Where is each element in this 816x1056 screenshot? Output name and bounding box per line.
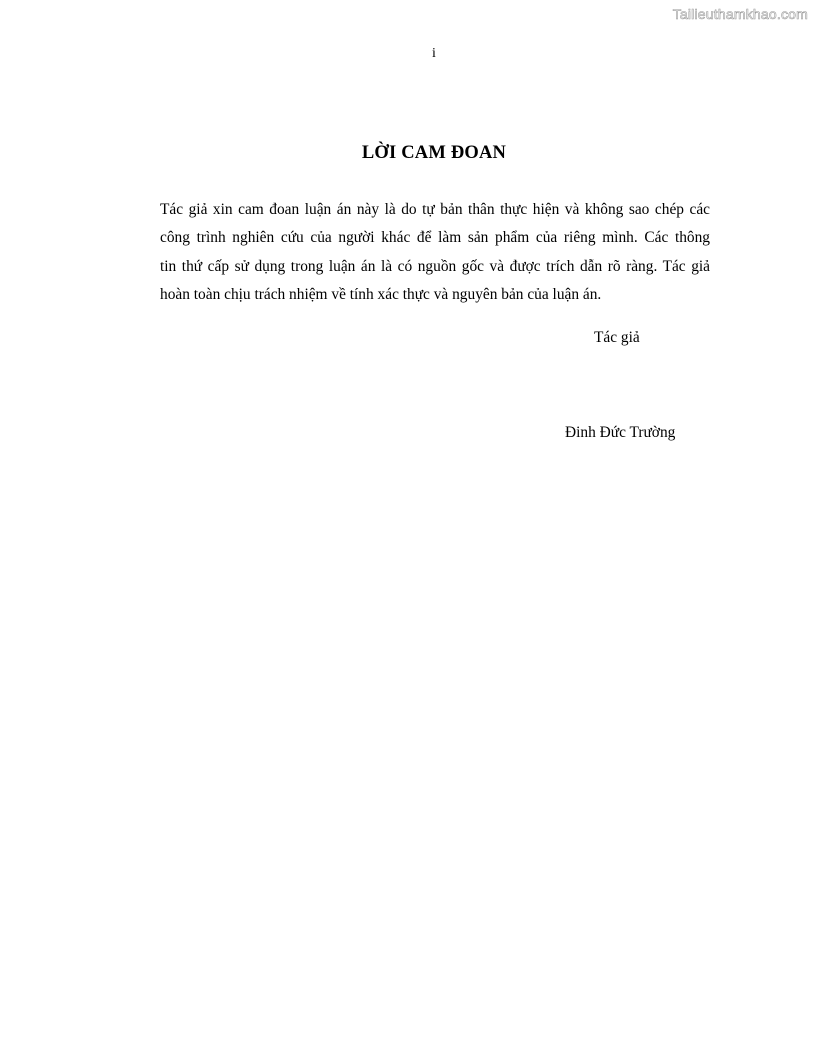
paragraph-line: hoàn toàn chịu trách nhiệm về tính xác thực và nguyên bản của luận án. <box>160 285 602 303</box>
paragraph-line: công trình nghiên cứu của người khác để làm sản phẩm của riêng mình. Các thông <box>160 229 710 247</box>
watermark-text: Tailieuthamkhao.com <box>672 6 808 22</box>
paragraph-line: Tác giả xin cam đoan luận án này là do tự bản thân thực hiện và không sao chép các <box>160 201 710 218</box>
paragraph-line: tin thứ cấp sử dụng trong luận án là có nguồn gốc và được trích dẫn rõ ràng. Tác giả <box>160 257 710 275</box>
signature-label: Tác giả <box>594 329 640 346</box>
page-title: LỜI CAM ĐOAN <box>361 143 507 163</box>
declaration-paragraph <box>160 196 710 309</box>
signature-name: Đinh Đức Trường <box>565 424 676 441</box>
page-number: i <box>432 46 436 61</box>
